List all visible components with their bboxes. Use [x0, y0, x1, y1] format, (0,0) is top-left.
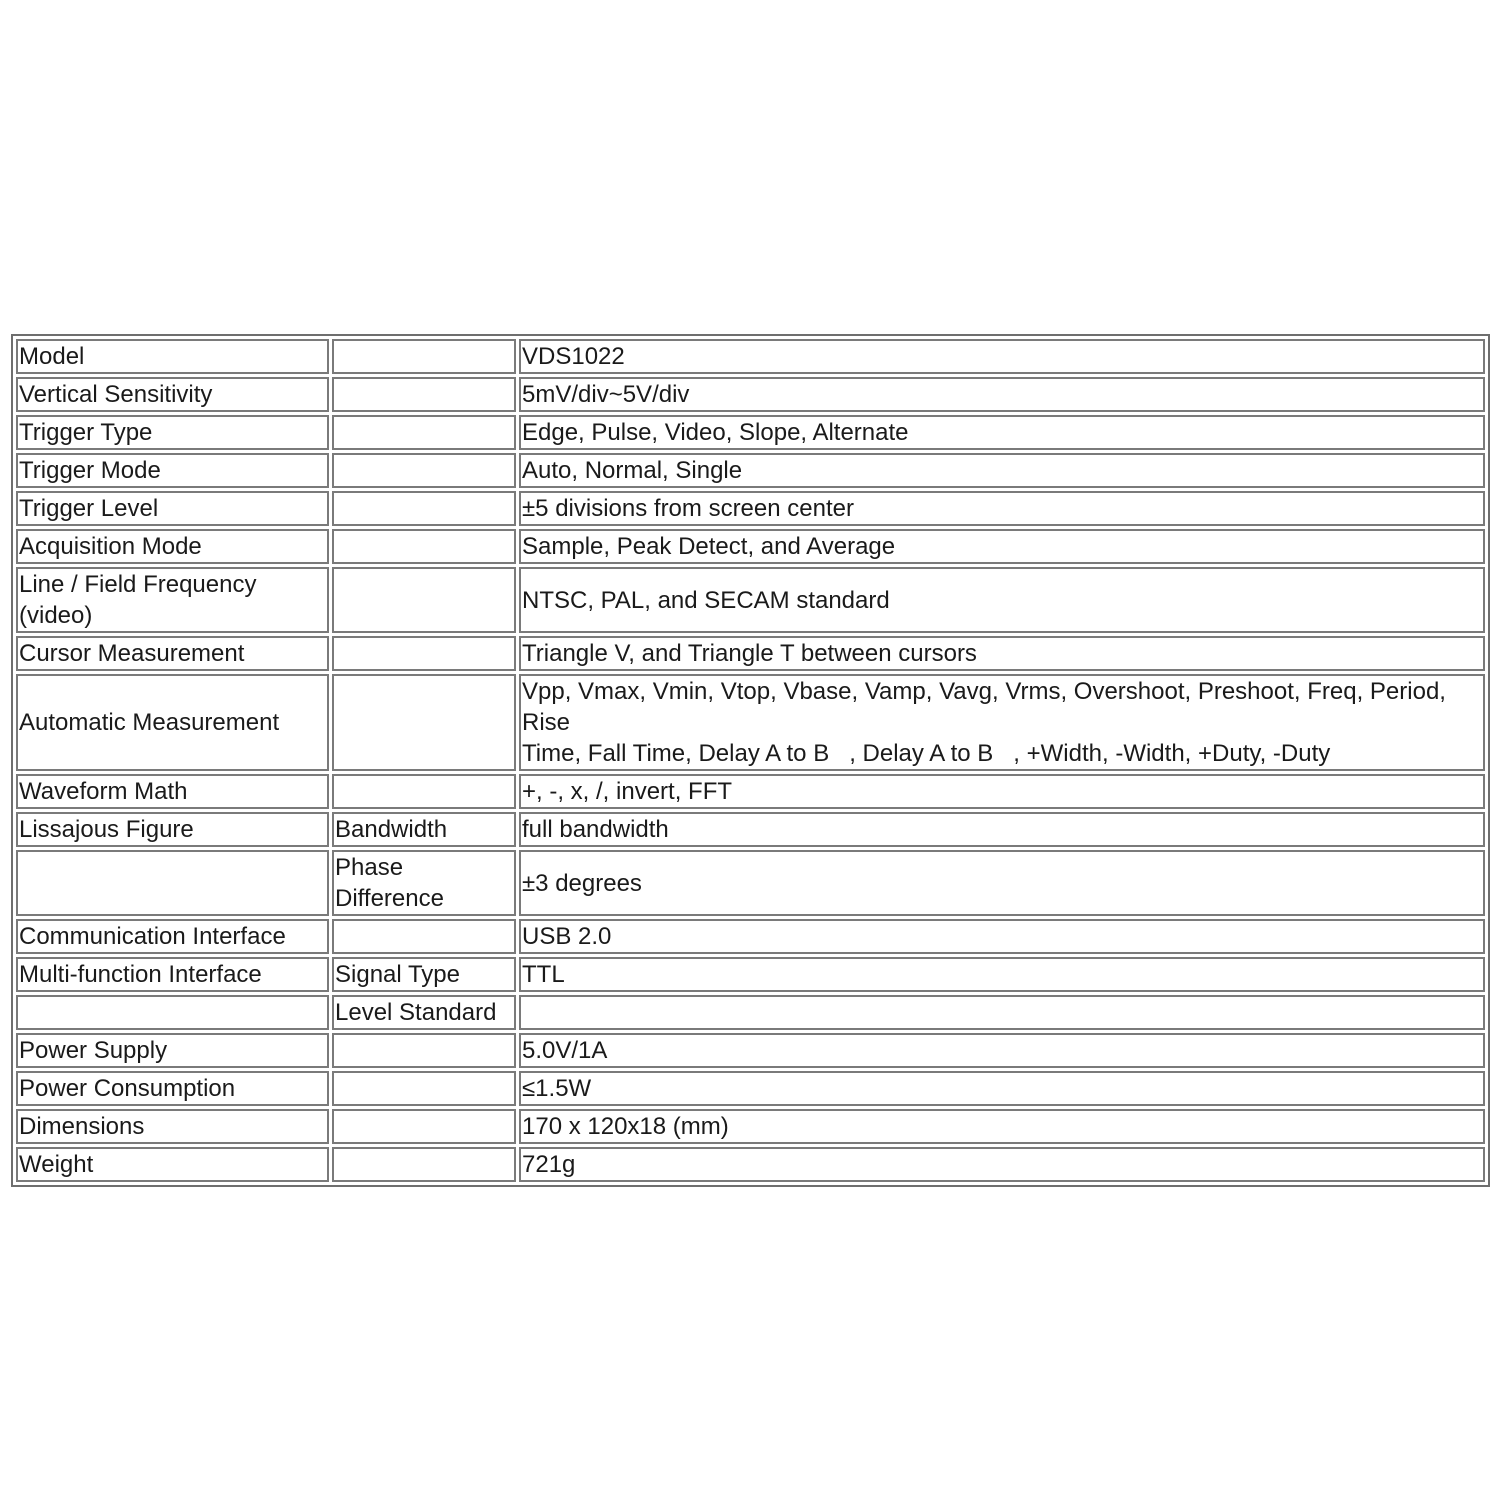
table-row — [16, 1033, 1485, 1068]
table-row — [16, 1147, 1485, 1182]
table-row — [16, 1071, 1485, 1106]
table-row — [16, 339, 1485, 374]
spec-sub-cell: Bandwidth — [332, 812, 516, 847]
spec-sub-cell — [332, 377, 516, 412]
spec-name-cell: Cursor Measurement — [16, 636, 329, 671]
table-row — [16, 415, 1485, 450]
spec-name-cell: Power Supply — [16, 1033, 329, 1068]
value-line: Vpp, Vmax, Vmin, Vtop, Vbase, Vamp, Vavg, Vrms, Overshoot, Preshoot, Freq, Period, Rise — [522, 678, 1446, 736]
spec-sub-cell — [332, 339, 516, 374]
table-row — [16, 1109, 1485, 1144]
spec-value-cell: Edge, Pulse, Video, Slope, Alternate — [519, 415, 1485, 450]
spec-sub-cell — [332, 491, 516, 526]
spec-name-cell: Line / Field Frequency (video) — [16, 567, 329, 633]
table-row — [16, 674, 1485, 771]
spec-sub-cell — [332, 674, 516, 771]
spec-value-cell: 5mV/div~5V/div — [519, 377, 1485, 412]
spec-sub-cell: Phase Difference — [332, 850, 516, 916]
spec-sub-cell — [332, 567, 516, 633]
spec-name-cell: Trigger Level — [16, 491, 329, 526]
spec-name-cell: Lissajous Figure — [16, 812, 329, 847]
spec-name-cell: Trigger Mode — [16, 453, 329, 488]
spec-sub-cell — [332, 415, 516, 450]
spec-value-cell: full bandwidth — [519, 812, 1485, 847]
table-row — [16, 812, 1485, 847]
table-row — [16, 995, 1485, 1030]
spec-sub-cell — [332, 919, 516, 954]
spec-name-cell: Trigger Type — [16, 415, 329, 450]
spec-name-cell — [16, 995, 329, 1030]
table-row — [16, 567, 1485, 633]
spec-value-cell: 5.0V/1A — [519, 1033, 1485, 1068]
table-row — [16, 850, 1485, 916]
spec-name-cell: Communication Interface — [16, 919, 329, 954]
spec-sub-cell: Signal Type — [332, 957, 516, 992]
spec-value-cell: 721g — [519, 1147, 1485, 1182]
spec-value-cell: USB 2.0 — [519, 919, 1485, 954]
spec-sub-cell — [332, 1109, 516, 1144]
spec-name-cell: Vertical Sensitivity — [16, 377, 329, 412]
spec-value-cell: TTL — [519, 957, 1485, 992]
spec-sub-cell — [332, 1147, 516, 1182]
spec-value-cell — [519, 995, 1485, 1030]
table-row — [16, 919, 1485, 954]
spec-value-cell: Auto, Normal, Single — [519, 453, 1485, 488]
table-row — [16, 636, 1485, 671]
spec-sub-cell — [332, 453, 516, 488]
spec-value-cell: ±5 divisions from screen center — [519, 491, 1485, 526]
spec-value-cell: +, -, x, /, invert, FFT — [519, 774, 1485, 809]
table-row — [16, 529, 1485, 564]
spec-value-cell: VDS1022 — [519, 339, 1485, 374]
spec-value-cell — [519, 674, 1485, 771]
spec-value-cell: Sample, Peak Detect, and Average — [519, 529, 1485, 564]
spec-value-cell: 170 x 120x18 (mm) — [519, 1109, 1485, 1144]
spec-name-cell: Weight — [16, 1147, 329, 1182]
spec-sub-cell — [332, 1033, 516, 1068]
value-line: Time, Fall Time, Delay A to B , Delay A to B , +Width, -Width, +Duty, -Duty — [522, 740, 1331, 767]
table-row — [16, 957, 1485, 992]
table-row — [16, 453, 1485, 488]
spec-value-cell: ≤1.5W — [519, 1071, 1485, 1106]
spec-sub-cell: Level Standard — [332, 995, 516, 1030]
spec-sub-cell — [332, 774, 516, 809]
spec-sub-cell — [332, 1071, 516, 1106]
spec-name-cell: Dimensions — [16, 1109, 329, 1144]
spec-name-cell: Model — [16, 339, 329, 374]
spec-value-cell: ±3 degrees — [519, 850, 1485, 916]
spec-name-cell: Automatic Measurement — [16, 674, 329, 771]
spec-name-cell: Acquisition Mode — [16, 529, 329, 564]
spec-table — [11, 334, 1490, 1187]
table-row — [16, 377, 1485, 412]
spec-sub-cell — [332, 529, 516, 564]
spec-value-cell: Triangle V, and Triangle T between cursors — [519, 636, 1485, 671]
spec-name-cell: Multi-function Interface — [16, 957, 329, 992]
table-row — [16, 774, 1485, 809]
spec-name-cell: Waveform Math — [16, 774, 329, 809]
spec-name-cell: Power Consumption — [16, 1071, 329, 1106]
table-row — [16, 491, 1485, 526]
spec-value-cell: NTSC, PAL, and SECAM standard — [519, 567, 1485, 633]
spec-name-cell — [16, 850, 329, 916]
spec-sub-cell — [332, 636, 516, 671]
